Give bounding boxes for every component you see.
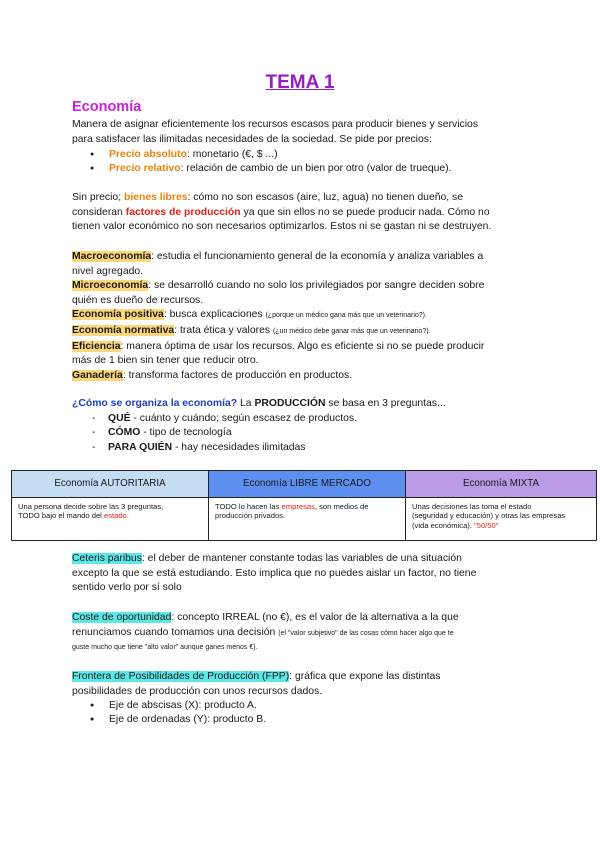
sin-precio-paragraph: Sin precio; bienes libres: cómo no son escasos (aire, luz, agua) no tienen dueño, se consideran factores de producción ya que sin ellos no se puede producir nada. Cómo no tienen valor económico no son necesarios optimizarlos. Estos ni se gastan ni se destruyen. [72,192,492,233]
produccion-paragraph: ¿Cómo se organiza la economía? La PRODUCCIÓN se basa en 3 preguntas... [72,398,446,409]
table-row [12,498,597,541]
list-item: - PARA QUIÉN - hay necesidades ilimitadas [92,442,306,453]
table-header: Economía MIXTA [406,471,597,498]
table-header: Economía LIBRE MERCADO [209,471,406,498]
definitions-block: Macroeconomía: estudia el funcionamiento general de la economía y analiza variables a nivel agregado. Microeconomía: se desarrolló cuando no solo los privilegiados por sangre deciden sobre quién es dueño de recursos. Economía positiva: busca explicaciones (¿porque un médico gana más que un veterinario?). Economía normativa: trata ética y valores (¿un médico debe ganar más que un veterinario?). Eficiencia: manera óptima de usar los recursos. Algo es eficiente si no se puede producir más de 1 bien sin tener que reducir otro. Ganadería: transforma factores de producción en productos. [72,251,485,381]
page-title: TEMA 1 [265,72,335,93]
fpp-paragraph: Frontera de Posibilidades de Producción (FPP): gráfica que expone las distintas posibilidades de producción con unos recursos dados. [72,671,441,697]
table-header: Economía AUTORITARIA [12,471,209,498]
section-heading: Economía [72,99,142,115]
table-cell: Unas decisiones las toma el estado (seguridad y educación) y otras las empresas (vida económica). "50/50" [406,498,597,541]
list-item: - CÓMO - tipo de tecnología [92,427,232,438]
intro-paragraph: Manera de asignar eficientemente los recursos escasos para producir bienes y servicios para satisfacer las ilimitadas necesidades de la sociedad. Se pide por precios: [72,119,479,145]
list-item: - QUÉ - cuánto y cuándo; según escasez de productos. [92,413,357,424]
coste-paragraph: Coste de oportunidad: concepto IRREAL (no €), es el valor de la alternativa a la que renunciamos cuando tomamos una decisión (el "valor subjetivo" de las cosas cómo hacer algo que te guste mucho que tiene "alto valor" aunque ganes menos €). [72,612,459,652]
list-item: ● Eje de ordenadas (Y): producto B. [92,713,266,728]
table-cell: Una persona decide sobre las 3 preguntas, TODO bajo el mando del estado. [12,498,209,541]
list-item: ● Eje de abscisas (X): producto A. [92,699,257,714]
economy-types-table [11,470,597,541]
table-cell: TODO lo hacen las empresas, son medios de producción privados. [209,498,406,541]
list-item: ● Precio absoluto: monetario (€, $ ...) [92,148,278,163]
ceteris-paragraph: Ceteris paribus: el deber de mantener constante todas las variables de una situación excepto la que se está estudiando. Esto implica que no puedes aislar un factor, no tiene sentido verlo por sí solo [72,553,477,594]
list-item: ● Precio relativo: relación de cambio de un bien por otro (valor de trueque). [92,162,452,177]
